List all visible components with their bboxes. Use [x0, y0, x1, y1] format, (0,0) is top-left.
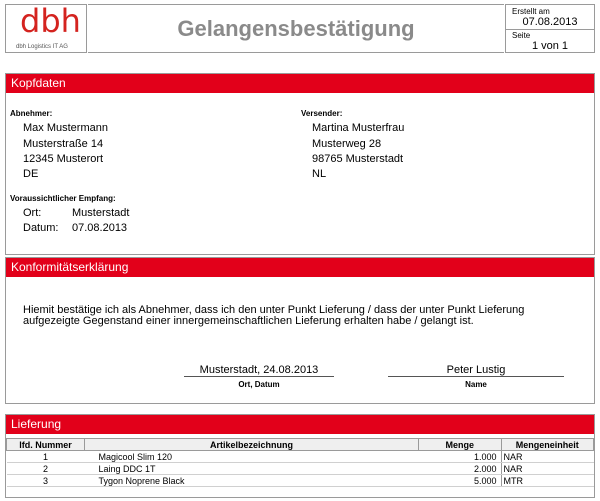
document-header: [5, 4, 595, 54]
title-box: [88, 4, 504, 53]
cell-nr: 3: [7, 475, 85, 487]
table-row: [7, 451, 594, 463]
section-bar: [6, 74, 594, 93]
table-header-row: [7, 439, 594, 451]
section-title: Lieferung: [11, 417, 62, 431]
table-row: [7, 463, 594, 475]
document-title: Gelangensbestätigung: [177, 16, 415, 41]
column-header-menge: Menge: [419, 439, 502, 451]
declaration-text-line1: Hiemit bestätige ich als Abnehmer, dass ich den unter Punkt Lieferung / dass der unter Punkt Lieferung: [23, 304, 525, 316]
versender-country: NL: [312, 168, 327, 180]
declaration-text-line2: aufgezeigte Gegenstand einer innergemeinschaftlichen Lieferung erhalten habe / gelangt ist.: [23, 315, 474, 327]
page-value: 1 von 1: [531, 40, 569, 52]
section-bar: [6, 415, 594, 434]
logo-subtitle: dbh Logistics IT AG: [16, 44, 68, 50]
column-header-nr: lfd. Nummer: [7, 439, 85, 451]
logo-wordmark: dbh: [20, 2, 81, 40]
cell-einheit: NAR: [501, 451, 594, 463]
cell-menge: 1.000: [419, 451, 502, 463]
versender-city: 98765 Musterstadt: [312, 153, 404, 165]
abnehmer-label: Abnehmer:: [10, 109, 53, 118]
column-header-artikel: Artikelbezeichnung: [85, 439, 419, 451]
name-label: Name: [465, 380, 487, 389]
versender-name: Martina Musterfrau: [312, 122, 405, 134]
name-value: Peter Lustig: [446, 364, 506, 376]
abnehmer-street: Musterstraße 14: [23, 138, 104, 150]
ort-datum-label: Ort, Datum: [238, 380, 280, 389]
cell-einheit: NAR: [501, 463, 594, 475]
meta-divider: [506, 29, 594, 30]
name-line: [388, 376, 564, 377]
created-label: Erstellt am: [512, 7, 550, 16]
column-header-einheit: Mengeneinheit: [501, 439, 594, 451]
datum-value: 07.08.2013: [72, 222, 128, 234]
ort-datum-line: [184, 376, 334, 377]
company-logo: [5, 4, 87, 53]
ort-value: Musterstadt: [72, 207, 130, 219]
section-konformitaet: [5, 257, 595, 404]
table-row: [7, 475, 594, 487]
datum-label: Datum:: [23, 222, 59, 234]
empfang-label: Voraussichtlicher Empfang:: [10, 194, 116, 203]
cell-einheit: MTR: [501, 475, 594, 487]
section-title: Kopfdaten: [11, 76, 66, 90]
section-kopfdaten: [5, 73, 595, 255]
created-value: 07.08.2013: [522, 16, 578, 28]
cell-nr: 1: [7, 451, 85, 463]
ort-datum-value: Musterstadt, 24.08.2013: [199, 364, 319, 376]
delivery-table: [6, 438, 594, 487]
versender-label: Versender:: [301, 109, 343, 118]
page-label: Seite: [512, 31, 531, 40]
abnehmer-city: 12345 Musterort: [23, 153, 104, 165]
cell-artikel: Tygon Noprene Black: [85, 475, 419, 487]
cell-menge: 2.000: [419, 463, 502, 475]
abnehmer-name: Max Mustermann: [23, 122, 108, 134]
cell-artikel: Magicool Slim 120: [85, 451, 419, 463]
abnehmer-country: DE: [23, 168, 39, 180]
section-bar: [6, 258, 594, 277]
cell-nr: 2: [7, 463, 85, 475]
section-lieferung: [5, 414, 595, 498]
section-title: Konformitätserklärung: [11, 260, 129, 274]
cell-menge: 5.000: [419, 475, 502, 487]
versender-street: Musterweg 28: [312, 138, 382, 150]
ort-label: Ort:: [23, 207, 42, 219]
cell-artikel: Laing DDC 1T: [85, 463, 419, 475]
meta-box: [505, 4, 595, 53]
